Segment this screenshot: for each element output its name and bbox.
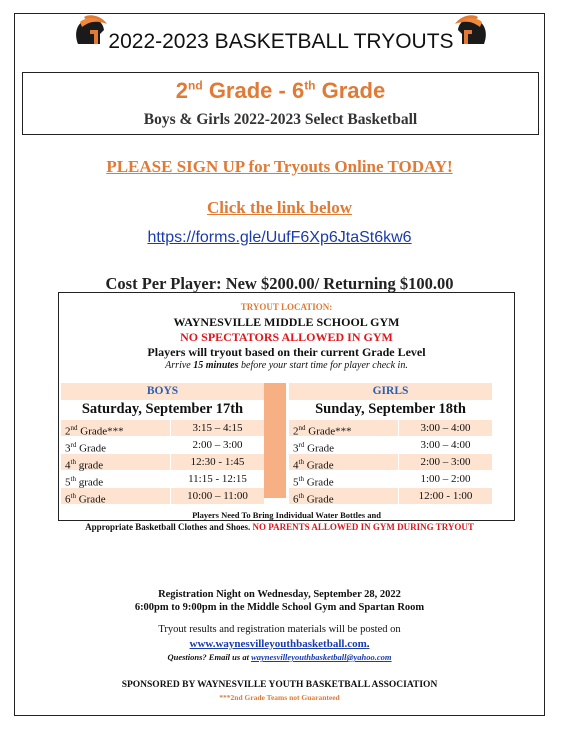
signup-form-link[interactable]: https://forms.gle/UufF6Xp6JtaSt6kw6 (147, 229, 412, 246)
no-parents-warning: NO PARENTS ALLOWED IN GYM DURING TRYOUT (252, 522, 474, 532)
page-title: 2022-2023 BASKETBALL TRYOUTS (108, 30, 454, 53)
schedule-row: 3rd Grade 3:00 – 4:00 (289, 436, 492, 453)
water-bottle-note: Players Need To Bring Individual Water Bottles and (192, 510, 381, 520)
sponsor-line: SPONSORED BY WAYNESVILLE YOUTH BASKETBALL ASSOCIATION (121, 680, 438, 690)
boys-schedule (61, 383, 264, 504)
girls-tryout-day: Sunday, September 18th (315, 401, 466, 417)
boys-tryout-day: Saturday, September 17th (81, 401, 244, 417)
schedule-divider (264, 383, 286, 498)
grade-level-note: Players will tryout based on their current Grade Level (147, 345, 426, 359)
schedule-row: 6th Grade 10:00 – 11:00 (61, 487, 264, 504)
location-label: TRYOUT LOCATION: (240, 302, 333, 312)
website-link[interactable]: www.waynesvilleyouthbasketball.com. (189, 638, 370, 650)
clothes-note: Appropriate Basketball Clothes and Shoes. NO PARENTS ALLOWED IN GYM DURING TRYOUT (85, 522, 474, 532)
arrival-note: Arrive 15 minutes before your start time for player check in. (165, 360, 408, 371)
schedule-row: 4th grade 12:30 - 1:45 (61, 453, 264, 470)
schedule-row: 6th Grade 12:00 - 1:00 (289, 487, 492, 504)
questions-email: Questions? Email us at waynesvilleyouthbasketball@yahoo.com (167, 652, 392, 662)
signup-headline: PLEASE SIGN UP for Tryouts Online TODAY! (106, 157, 453, 176)
location-name: WAYNESVILLE MIDDLE SCHOOL GYM (173, 315, 400, 329)
schedule-row: 2nd Grade*** 3:15 – 4:15 (61, 419, 264, 436)
schedule-row: 4th Grade 2:00 – 3:00 (289, 453, 492, 470)
schedule-row: 5th Grade 1:00 – 2:00 (289, 470, 492, 487)
email-link[interactable]: waynesvilleyouthbasketball@yahoo.com (251, 652, 392, 662)
results-note: Tryout results and registration materials will be posted on (158, 624, 401, 635)
boys-heading: BOYS (61, 383, 264, 400)
click-link-text: Click the link below (207, 198, 352, 217)
registration-time-place: 6:00pm to 9:00pm in the Middle School Gym and Spartan Room (134, 602, 425, 613)
no-spectators-warning: NO SPECTATORS ALLOWED IN GYM (180, 330, 393, 344)
girls-schedule (289, 383, 492, 504)
second-grade-disclaimer: ***2nd Grade Teams not Guaranteed (219, 693, 340, 702)
schedule-row: 2nd Grade*** 3:00 – 4:00 (289, 419, 492, 436)
program-subtitle: Boys & Girls 2022-2023 Select Basketball (143, 111, 418, 128)
cost-per-player: Cost Per Player: New $200.00/ Returning $100.00 (105, 274, 454, 293)
schedule-row: 3rd Grade 2:00 – 3:00 (61, 436, 264, 453)
schedule-row: 5th grade 11:15 - 12:15 (61, 470, 264, 487)
registration-night: Registration Night on Wednesday, September 28, 2022 (158, 589, 401, 600)
girls-heading: GIRLS (289, 383, 492, 400)
grade-range-title: 2nd Grade - 6th Grade (175, 78, 386, 103)
